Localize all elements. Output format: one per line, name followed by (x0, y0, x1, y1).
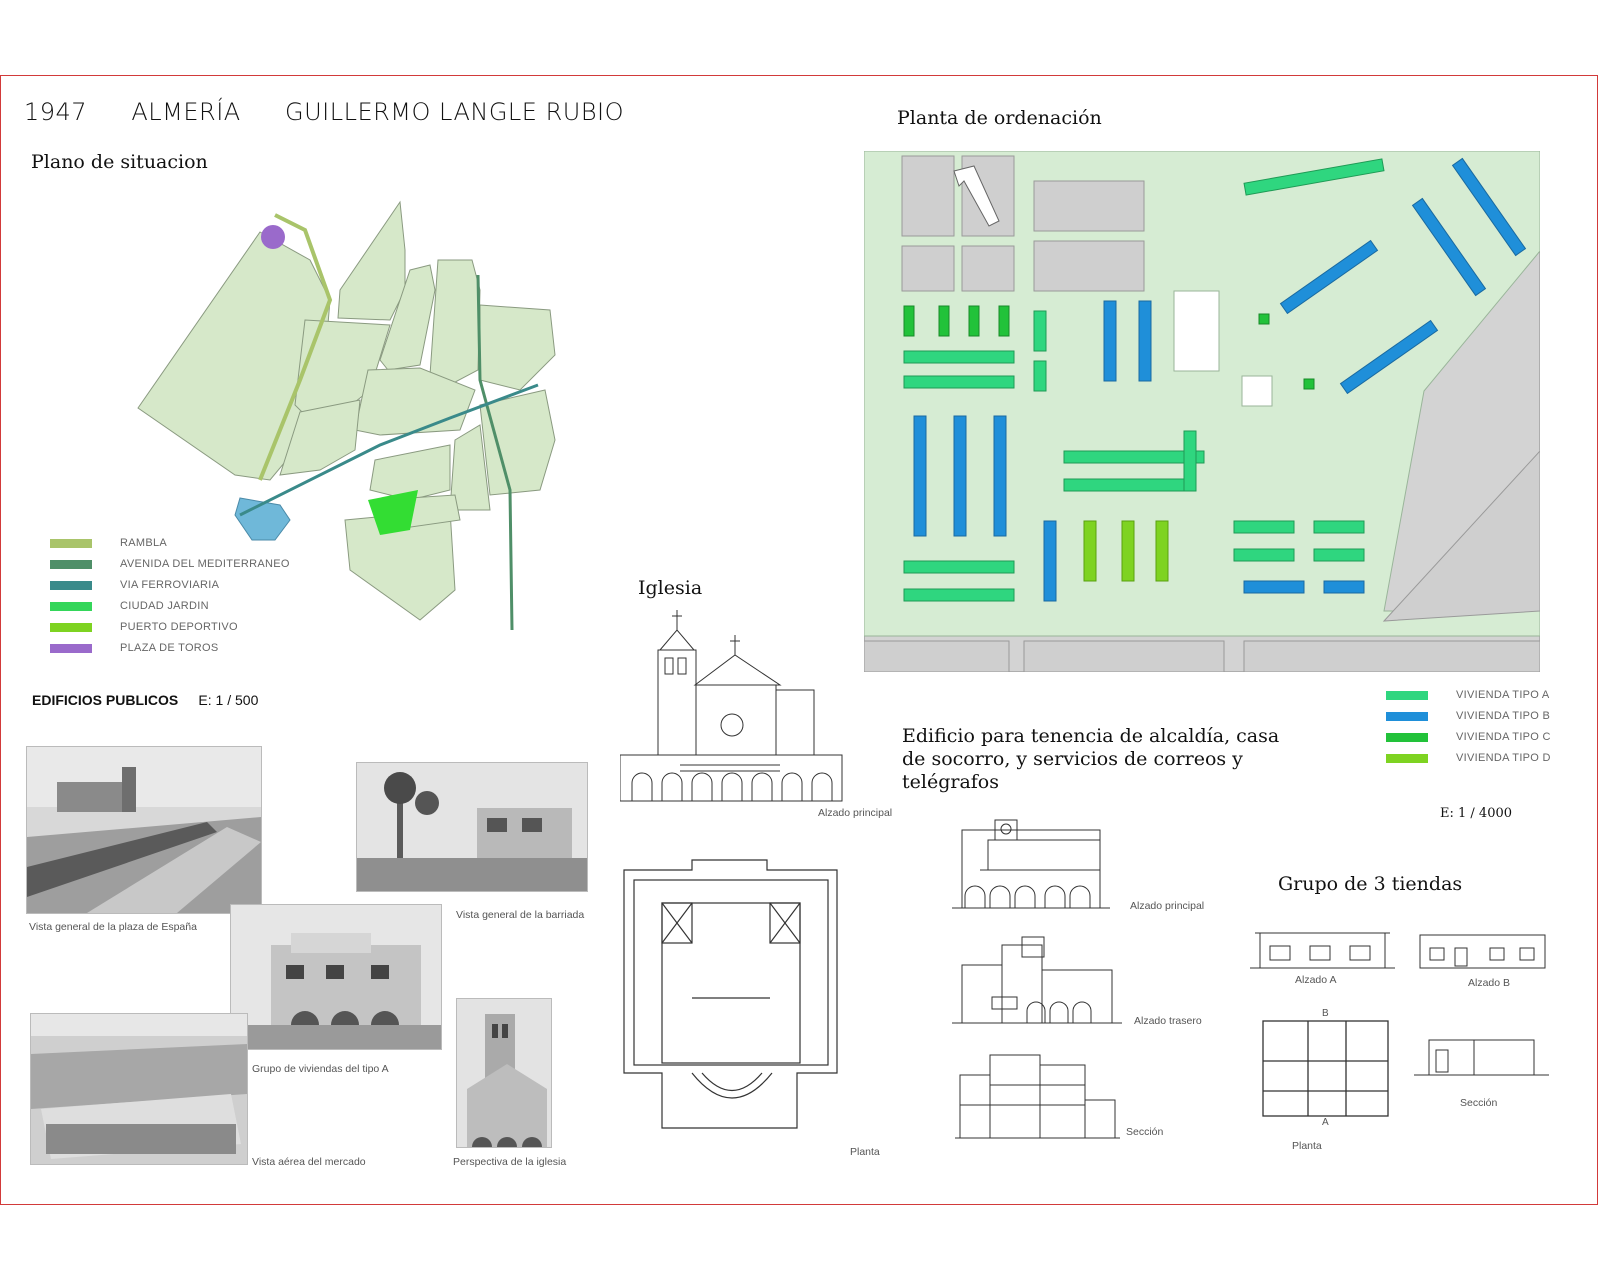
photo-iglesia (456, 998, 552, 1148)
situation-title: Plano de situacion (31, 151, 208, 173)
legend-label: AVENIDA DEL MEDITERRANEO (120, 558, 290, 570)
town-hall-section (955, 1040, 1120, 1140)
photo-plaza-espana (26, 746, 262, 914)
legend-label: VIA FERROVIARIA (120, 579, 220, 591)
legend-label: PUERTO DEPORTIVO (120, 621, 238, 633)
swatch-vivienda-a (1386, 691, 1428, 700)
public-buildings-heading (32, 690, 258, 709)
town-hall-front-label: Alzado principal (1130, 900, 1205, 912)
swatch-puerto (50, 623, 92, 632)
legend-label: VIVIENDA TIPO B (1456, 710, 1551, 722)
legend-item-plaza-toros (50, 642, 219, 654)
shops-elevation-b (1415, 930, 1550, 975)
legend-vivienda-b (1386, 710, 1550, 722)
legend-item-rambla (50, 537, 167, 549)
shops-section-label: Sección (1460, 1097, 1498, 1109)
church-elevation-label: Alzado principal (818, 807, 893, 819)
legend-item-ciudad-jardin (50, 600, 209, 612)
legend-label: VIVIENDA TIPO C (1456, 731, 1551, 743)
ordenacion-title: Planta de ordenación (897, 107, 1102, 129)
town-hall-title: Edificio para tenencia de alcaldía, casa de socorro, y servicios de correos y telégrafos (902, 725, 1280, 793)
church-plan-drawing (612, 858, 847, 1143)
town-hall-section-label: Sección (1126, 1126, 1164, 1138)
legend-vivienda-a (1386, 689, 1550, 701)
legend-vivienda-c (1386, 731, 1551, 743)
public-buildings-title: EDIFICIOS PUBLICOS (32, 692, 179, 708)
swatch-vivienda-d (1386, 754, 1428, 763)
caption-barriada: Vista general de la barriada (456, 909, 585, 921)
shops-plan-mark-a: A (1322, 1117, 1329, 1128)
header-year: 1947 (24, 98, 88, 126)
swatch-vivienda-c (1386, 733, 1428, 742)
swatch-via (50, 581, 92, 590)
church-title: Iglesia (638, 577, 703, 599)
swatch-ciudad-jardin (50, 602, 92, 611)
town-hall-rear-label: Alzado trasero (1134, 1015, 1202, 1027)
legend-label: VIVIENDA TIPO A (1456, 689, 1550, 701)
church-plan-label: Planta (850, 1146, 880, 1158)
shops-title: Grupo de 3 tiendas (1278, 873, 1463, 895)
shops-section (1414, 1035, 1549, 1080)
swatch-vivienda-b (1386, 712, 1428, 721)
town-hall-rear-elevation (952, 925, 1122, 1025)
caption-mercado: Vista aérea del mercado (252, 1156, 366, 1168)
photo-viviendas-tipo-a (230, 904, 442, 1050)
header (24, 98, 624, 126)
legend-item-puerto (50, 621, 238, 633)
legend-item-avenida (50, 558, 290, 570)
photo-mercado (30, 1013, 248, 1165)
swatch-plaza-toros (50, 644, 92, 653)
shops-elevation-a (1250, 928, 1395, 973)
ordenacion-scale: E: 1 / 4000 (1440, 806, 1513, 821)
shops-elevation-a-label: Alzado A (1295, 974, 1337, 986)
church-elevation-drawing (620, 605, 845, 805)
shops-plan-mark-b: B (1322, 1008, 1329, 1019)
photo-barriada (356, 762, 588, 892)
caption-viviendas-tipo-a: Grupo de viviendas del tipo A (252, 1063, 389, 1075)
legend-label: PLAZA DE TOROS (120, 642, 219, 654)
shops-elevation-b-label: Alzado B (1468, 977, 1511, 989)
town-hall-front-elevation (950, 815, 1110, 910)
legend-label: RAMBLA (120, 537, 168, 549)
legend-label: VIVIENDA TIPO D (1456, 752, 1551, 764)
header-architect: GUILLERMO LANGLE RUBIO (284, 98, 625, 126)
ordenacion-plan (864, 151, 1540, 672)
caption-iglesia: Perspectiva de la iglesia (453, 1156, 567, 1168)
swatch-rambla (50, 539, 92, 548)
header-city: ALMERÍA (131, 98, 241, 126)
legend-label: CIUDAD JARDIN (120, 600, 209, 612)
swatch-avenida (50, 560, 92, 569)
legend-item-via (50, 579, 219, 591)
shops-plan-label: Planta (1292, 1140, 1322, 1152)
legend-vivienda-d (1386, 752, 1551, 764)
public-buildings-scale: E: 1 / 500 (198, 692, 259, 708)
caption-plaza-espana: Vista general de la plaza de España (29, 921, 197, 933)
shops-plan (1258, 1016, 1393, 1121)
